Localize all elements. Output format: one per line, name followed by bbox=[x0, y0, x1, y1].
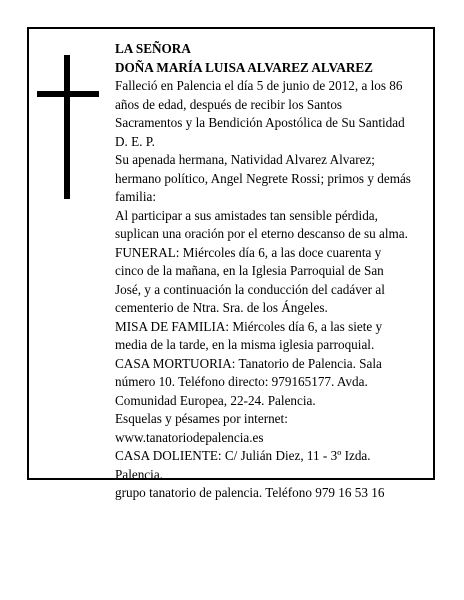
notice-line: CASA MORTUORIA: Tanatorio de Palencia. Sala bbox=[115, 355, 382, 371]
obituary-notice bbox=[27, 27, 435, 500]
notice-line: José, y a continuación la conducción del cadáver al bbox=[115, 281, 385, 297]
notice-line: cinco de la mañana, en la Iglesia Parroquial de San bbox=[115, 263, 384, 278]
notice-body bbox=[115, 77, 433, 503]
notice-line: media de la tarde, en la misma iglesia parroquial. bbox=[115, 337, 375, 352]
notice-line: Al participar a sus amistades tan sensible pérdida, bbox=[115, 207, 378, 223]
notice-line: Falleció en Palencia el día 5 de junio de 2012, a los 86 bbox=[115, 78, 403, 93]
notice-line: CASA DOLIENTE: C/ Julián Diez, 11 - 3º Izda. bbox=[115, 448, 371, 463]
notice-line: Comunidad Europea, 22-24. Palencia. bbox=[115, 392, 316, 408]
notice-line: Esquelas y pésames por internet: bbox=[115, 411, 288, 426]
notice-text bbox=[115, 40, 433, 503]
notice-line: Sacramentos y la Bendición Apostólica de Su Santidad bbox=[115, 115, 405, 130]
notice-line: número 10. Teléfono directo: 979165177. Avda. bbox=[115, 374, 368, 389]
notice-line: MISA DE FAMILIA: Miércoles día 6, a las siete y bbox=[115, 318, 383, 334]
notice-line: D. E. P. bbox=[115, 133, 155, 149]
notice-line: familia: bbox=[115, 189, 157, 204]
notice-line: FUNERAL: Miércoles día 6, a las doce cuarenta y bbox=[115, 244, 382, 260]
notice-line: suplican una oración por el eterno descanso de su alma. bbox=[115, 226, 408, 241]
cross-vertical-bar bbox=[64, 55, 70, 199]
notice-line: hermano político, Angel Negrete Rossi; primos y demás bbox=[115, 170, 411, 186]
cross-icon bbox=[37, 55, 99, 199]
notice-line: Palencia. bbox=[115, 466, 163, 482]
notice-line: cementerio de Ntra. Sra. de los Ángeles. bbox=[115, 300, 328, 315]
notice-line: www.tanatoriodepalencia.es bbox=[115, 429, 264, 445]
notice-line: años de edad, después de recibir los Santos bbox=[115, 96, 343, 112]
deceased-name: DOÑA MARÍA LUISA ALVAREZ ALVAREZ bbox=[115, 59, 373, 75]
notice-heading: LA SEÑORA bbox=[115, 41, 191, 56]
notice-line: grupo tanatorio de palencia. Teléfono 979 16 53 16 bbox=[115, 485, 385, 500]
notice-line: Su apenada hermana, Natividad Alvarez Alvarez; bbox=[115, 152, 375, 167]
cross-horizontal-bar bbox=[37, 91, 99, 97]
